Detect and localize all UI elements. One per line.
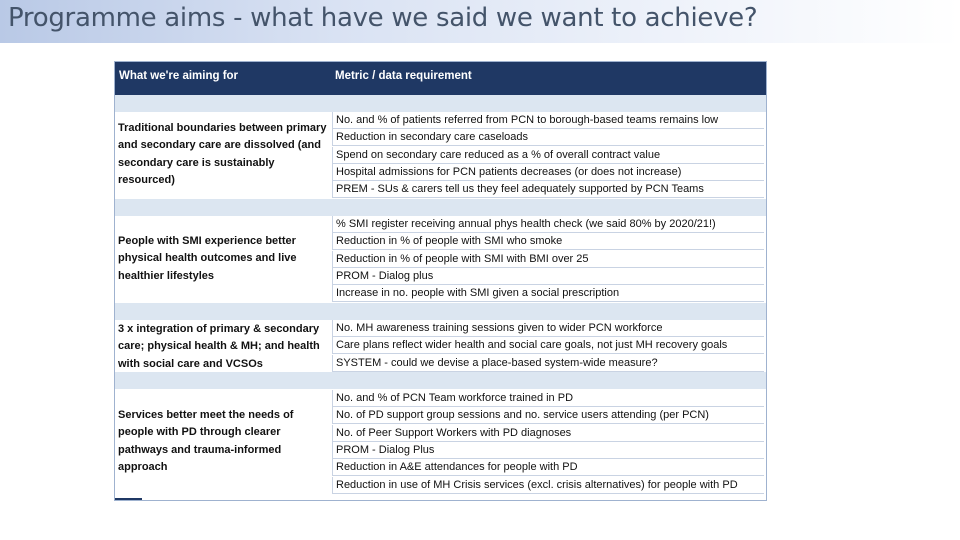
aim-cell: Services better meet the needs of people with PD through clearer pathways and trauma-informed approach: [118, 409, 294, 473]
group-separator: [115, 199, 766, 216]
metric-cell: No. of Peer Support Workers with PD diagnoses: [332, 425, 764, 442]
metric-cell: SYSTEM - could we devise a place-based system-wide measure?: [332, 355, 764, 372]
metric-cell: PROM - Dialog Plus: [332, 442, 764, 459]
slide-title: Programme aims - what have we said we want to achieve?: [8, 3, 758, 33]
aims-table: [114, 61, 767, 501]
header-aim: What we're aiming for: [119, 70, 239, 82]
metric-cell: Increase in no. people with SMI given a social prescription: [332, 285, 764, 302]
metric-cell: Reduction in % of people with SMI with BMI over 25: [332, 251, 764, 268]
table-footer-strip: [115, 498, 142, 500]
title-bar: [0, 0, 960, 43]
aim-cell: Traditional boundaries between primary and secondary care are dissolved (and secondary care is sustainably resourced): [118, 122, 327, 186]
group-separator: [115, 303, 766, 320]
header-metric: Metric / data requirement: [335, 70, 472, 82]
metric-cell: % SMI register receiving annual phys health check (we said 80% by 2020/21!): [332, 216, 764, 233]
group-separator: [115, 372, 766, 389]
metric-cell: No. and % of PCN Team workforce trained in PD: [332, 390, 764, 407]
metric-cell: Hospital admissions for PCN patients decreases (or does not increase): [332, 164, 764, 181]
metric-cell: Reduction in A&E attendances for people with PD: [332, 459, 764, 476]
metric-cell: PREM - SUs & carers tell us they feel adequately supported by PCN Teams: [332, 181, 764, 198]
metric-cell: Reduction in use of MH Crisis services (excl. crisis alternatives) for people with PD: [332, 477, 764, 494]
metric-cell: Spend on secondary care reduced as a % of overall contract value: [332, 147, 764, 164]
metric-cell: No. and % of patients referred from PCN to borough-based teams remains low: [332, 112, 764, 129]
metric-cell: PROM - Dialog plus: [332, 268, 764, 285]
metric-cell: Reduction in % of people with SMI who smoke: [332, 233, 764, 250]
group-separator: [115, 95, 766, 112]
aim-cell: 3 x integration of primary & secondary care; physical health & MH; and health with social care and VCSOs: [118, 323, 320, 370]
metric-cell: No. MH awareness training sessions given to wider PCN workforce: [332, 320, 764, 337]
metric-cell: Care plans reflect wider health and social care goals, not just MH recovery goals: [332, 337, 764, 354]
aim-cell: People with SMI experience better physical health outcomes and live healthier lifestyles: [118, 235, 297, 282]
metric-cell: No. of PD support group sessions and no. service users attending (per PCN): [332, 407, 764, 424]
table-header: [115, 62, 766, 95]
metric-cell: Reduction in secondary care caseloads: [332, 129, 764, 146]
